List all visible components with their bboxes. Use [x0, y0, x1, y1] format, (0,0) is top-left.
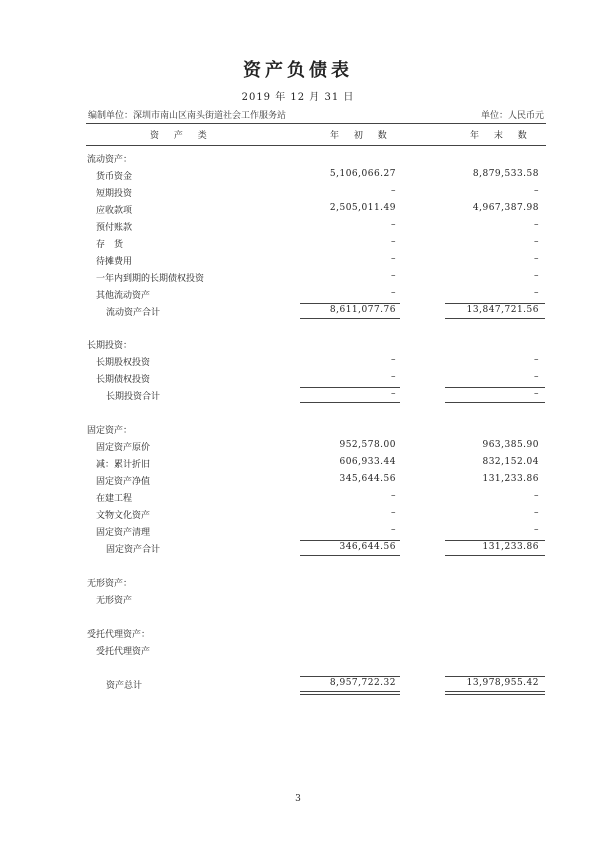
table-row	[0, 252, 596, 268]
end-value: 8,879,533.58	[472, 169, 539, 179]
begin-value: –	[391, 288, 396, 298]
begin-value: –	[391, 271, 396, 281]
end-value: 4,967,387.98	[472, 203, 539, 213]
table-row	[0, 201, 596, 217]
total-underline	[445, 555, 545, 556]
table-row	[0, 642, 596, 658]
row-label: 长期债权投资	[96, 375, 151, 385]
total-row	[0, 303, 596, 319]
subtotal-rule	[445, 676, 545, 677]
begin-value: –	[391, 254, 396, 264]
begin-value: –	[391, 220, 396, 230]
row-label: 固定资产合计	[106, 545, 161, 555]
total-underline	[445, 402, 545, 403]
end-value: –	[534, 237, 539, 247]
row-label: 文物文化资产	[96, 511, 151, 521]
end-value: –	[534, 389, 539, 399]
section-heading-row	[0, 336, 596, 352]
row-label: 预付账款	[96, 223, 133, 233]
end-value: 13,847,721.56	[466, 305, 539, 315]
end-value: 131,233.86	[482, 542, 539, 552]
total-underline	[300, 555, 400, 556]
table-row	[0, 269, 596, 285]
report-title: 资产负债表	[243, 60, 353, 81]
total-row	[0, 387, 596, 403]
row-label: 短期投资	[96, 189, 133, 199]
row-label: 固定资产净值	[96, 477, 151, 487]
table-row	[0, 523, 596, 539]
subtotal-rule	[445, 540, 545, 541]
total-underline	[445, 691, 545, 695]
begin-value: 606,933.44	[339, 457, 396, 467]
table-row	[0, 184, 596, 200]
begin-value: –	[391, 355, 396, 365]
row-label: 资产总计	[106, 681, 143, 691]
begin-value: –	[391, 237, 396, 247]
header-top-rule	[86, 123, 546, 124]
end-value: –	[534, 186, 539, 196]
subtotal-rule	[445, 303, 545, 304]
end-value: 131,233.86	[482, 474, 539, 484]
begin-value: –	[391, 186, 396, 196]
end-value: –	[534, 254, 539, 264]
row-label: 其他流动资产	[96, 291, 151, 301]
subtotal-rule	[300, 387, 400, 388]
begin-value: 346,644.56	[339, 542, 396, 552]
table-row	[0, 455, 596, 471]
end-value: –	[534, 288, 539, 298]
column-header-end: 年 末 数	[470, 131, 533, 141]
column-header-item: 资 产 类	[150, 131, 213, 141]
total-underline	[300, 402, 400, 403]
end-value: 832,152.04	[482, 457, 539, 467]
subtotal-rule	[445, 387, 545, 388]
row-label: 长期投资合计	[106, 392, 161, 402]
section-heading-row	[0, 625, 596, 641]
currency-unit: 单位：人民币元	[480, 111, 544, 121]
subtotal-rule	[300, 676, 400, 677]
begin-value: 8,957,722.32	[329, 678, 396, 688]
row-label: 在建工程	[96, 494, 133, 504]
end-value: –	[534, 271, 539, 281]
table-row	[0, 370, 596, 386]
row-label: 长期股权投资	[96, 358, 151, 368]
end-value: –	[534, 508, 539, 518]
table-row	[0, 591, 596, 607]
table-row	[0, 235, 596, 251]
total-row	[0, 540, 596, 556]
total-row	[0, 676, 596, 692]
begin-value: 5,106,066.27	[329, 169, 396, 179]
subtotal-rule	[300, 540, 400, 541]
row-label: 长期投资：	[87, 341, 133, 351]
row-label: 受托代理资产：	[87, 630, 151, 640]
row-label: 固定资产：	[87, 426, 133, 436]
row-label: 无形资产	[96, 596, 133, 606]
end-value: –	[534, 491, 539, 501]
table-row	[0, 286, 596, 302]
end-value: –	[534, 525, 539, 535]
row-label: 流动资产合计	[106, 308, 161, 318]
begin-value: –	[391, 389, 396, 399]
row-label: 减：累计折旧	[96, 460, 151, 470]
row-label: 待摊费用	[96, 257, 133, 267]
end-value: 13,978,955.42	[466, 678, 539, 688]
header-bottom-rule	[86, 145, 546, 146]
page-number: 3	[295, 794, 301, 804]
total-underline	[300, 318, 400, 319]
end-value: –	[534, 355, 539, 365]
column-header-begin: 年 初 数	[330, 131, 393, 141]
begin-value: –	[391, 508, 396, 518]
end-value: –	[534, 372, 539, 382]
subtotal-rule	[300, 303, 400, 304]
table-row	[0, 353, 596, 369]
table-row	[0, 167, 596, 183]
section-heading-row	[0, 574, 596, 590]
begin-value: –	[391, 525, 396, 535]
begin-value: –	[391, 372, 396, 382]
begin-value: 2,505,011.49	[329, 203, 396, 213]
row-label: 存 货	[96, 240, 124, 250]
table-row	[0, 218, 596, 234]
report-date: 2019 年 12 月 31 日	[241, 92, 355, 103]
row-label: 应收款项	[96, 206, 133, 216]
section-heading-row	[0, 150, 596, 166]
table-row	[0, 472, 596, 488]
begin-value: 952,578.00	[339, 440, 396, 450]
row-label: 货币资金	[96, 172, 133, 182]
end-value: 963,385.90	[482, 440, 539, 450]
row-label: 一年内到期的长期债权投资	[96, 274, 205, 284]
total-underline	[445, 318, 545, 319]
table-row	[0, 506, 596, 522]
row-label: 受托代理资产	[96, 647, 151, 657]
begin-value: 8,611,077.76	[329, 305, 396, 315]
row-label: 固定资产原价	[96, 443, 151, 453]
begin-value: 345,644.56	[339, 474, 396, 484]
row-label: 流动资产：	[87, 155, 133, 165]
total-underline	[300, 691, 400, 695]
section-heading-row	[0, 421, 596, 437]
row-label: 无形资产：	[87, 579, 133, 589]
begin-value: –	[391, 491, 396, 501]
organization-name: 编制单位：深圳市南山区南头街道社会工作服务站	[88, 111, 287, 121]
end-value: –	[534, 220, 539, 230]
table-row	[0, 438, 596, 454]
row-label: 固定资产清理	[96, 528, 151, 538]
table-row	[0, 489, 596, 505]
